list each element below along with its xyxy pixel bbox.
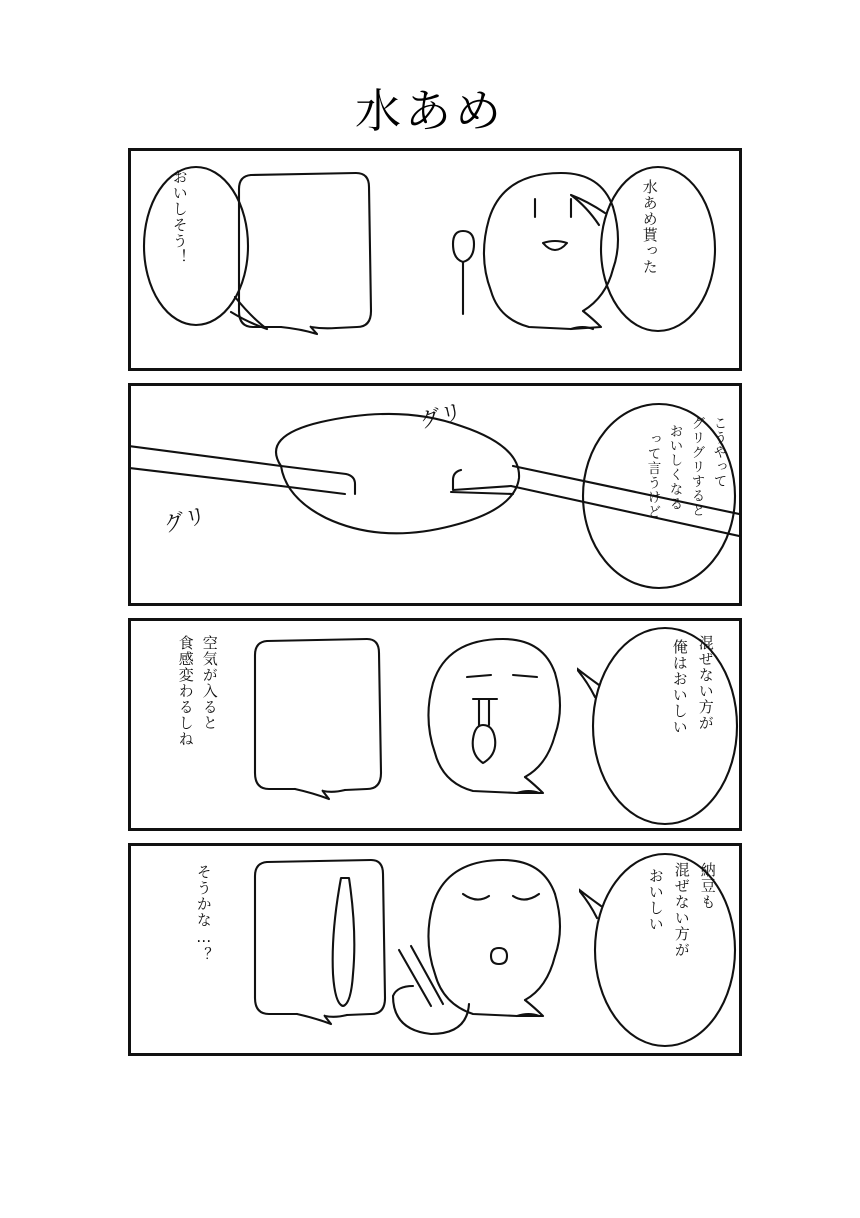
balloon-kouyatte-line1: こうやって <box>710 416 727 489</box>
panel-2 <box>128 383 742 606</box>
sfx-guri-lower: グリ <box>160 503 210 537</box>
balloon-kuuki-line1: 空気が入ると <box>200 635 219 731</box>
panel-1-artwork <box>131 151 739 368</box>
balloon-kuuki-line2: 食感変わるしね <box>176 635 195 747</box>
balloon-kouyatte-line2: グリグリすると <box>688 416 705 518</box>
panel-2-balloon-shape <box>569 400 742 592</box>
panel-1 <box>128 148 742 371</box>
panel-3-balloon-shape <box>577 623 742 829</box>
balloon-kouyatte-line4: って言うけど <box>644 432 661 519</box>
page-title: 水あめ <box>355 84 505 138</box>
balloon-kouyatte-line3: おいしくなる <box>666 424 683 511</box>
balloon-oishisou: おいしそう！ <box>170 169 189 265</box>
balloon-soukana: そうかな…？ <box>194 864 213 963</box>
sfx-guri-upper: グリ <box>416 399 466 433</box>
balloon-natto-line1: 納豆も <box>698 862 717 910</box>
panel-4 <box>128 843 742 1056</box>
balloon-mazenai-line1: 混ぜない方が <box>696 635 715 731</box>
balloon-natto-line2: 混ぜない方が <box>672 862 691 958</box>
balloon-natto-line3: おいしい <box>646 868 665 932</box>
balloon-mizuame-moratta: 水あめ貰った <box>640 179 659 275</box>
panel-3 <box>128 618 742 831</box>
panel-4-balloon-shape <box>579 848 742 1052</box>
balloon-mazenai-line2: 俺はおいしい <box>670 639 689 735</box>
